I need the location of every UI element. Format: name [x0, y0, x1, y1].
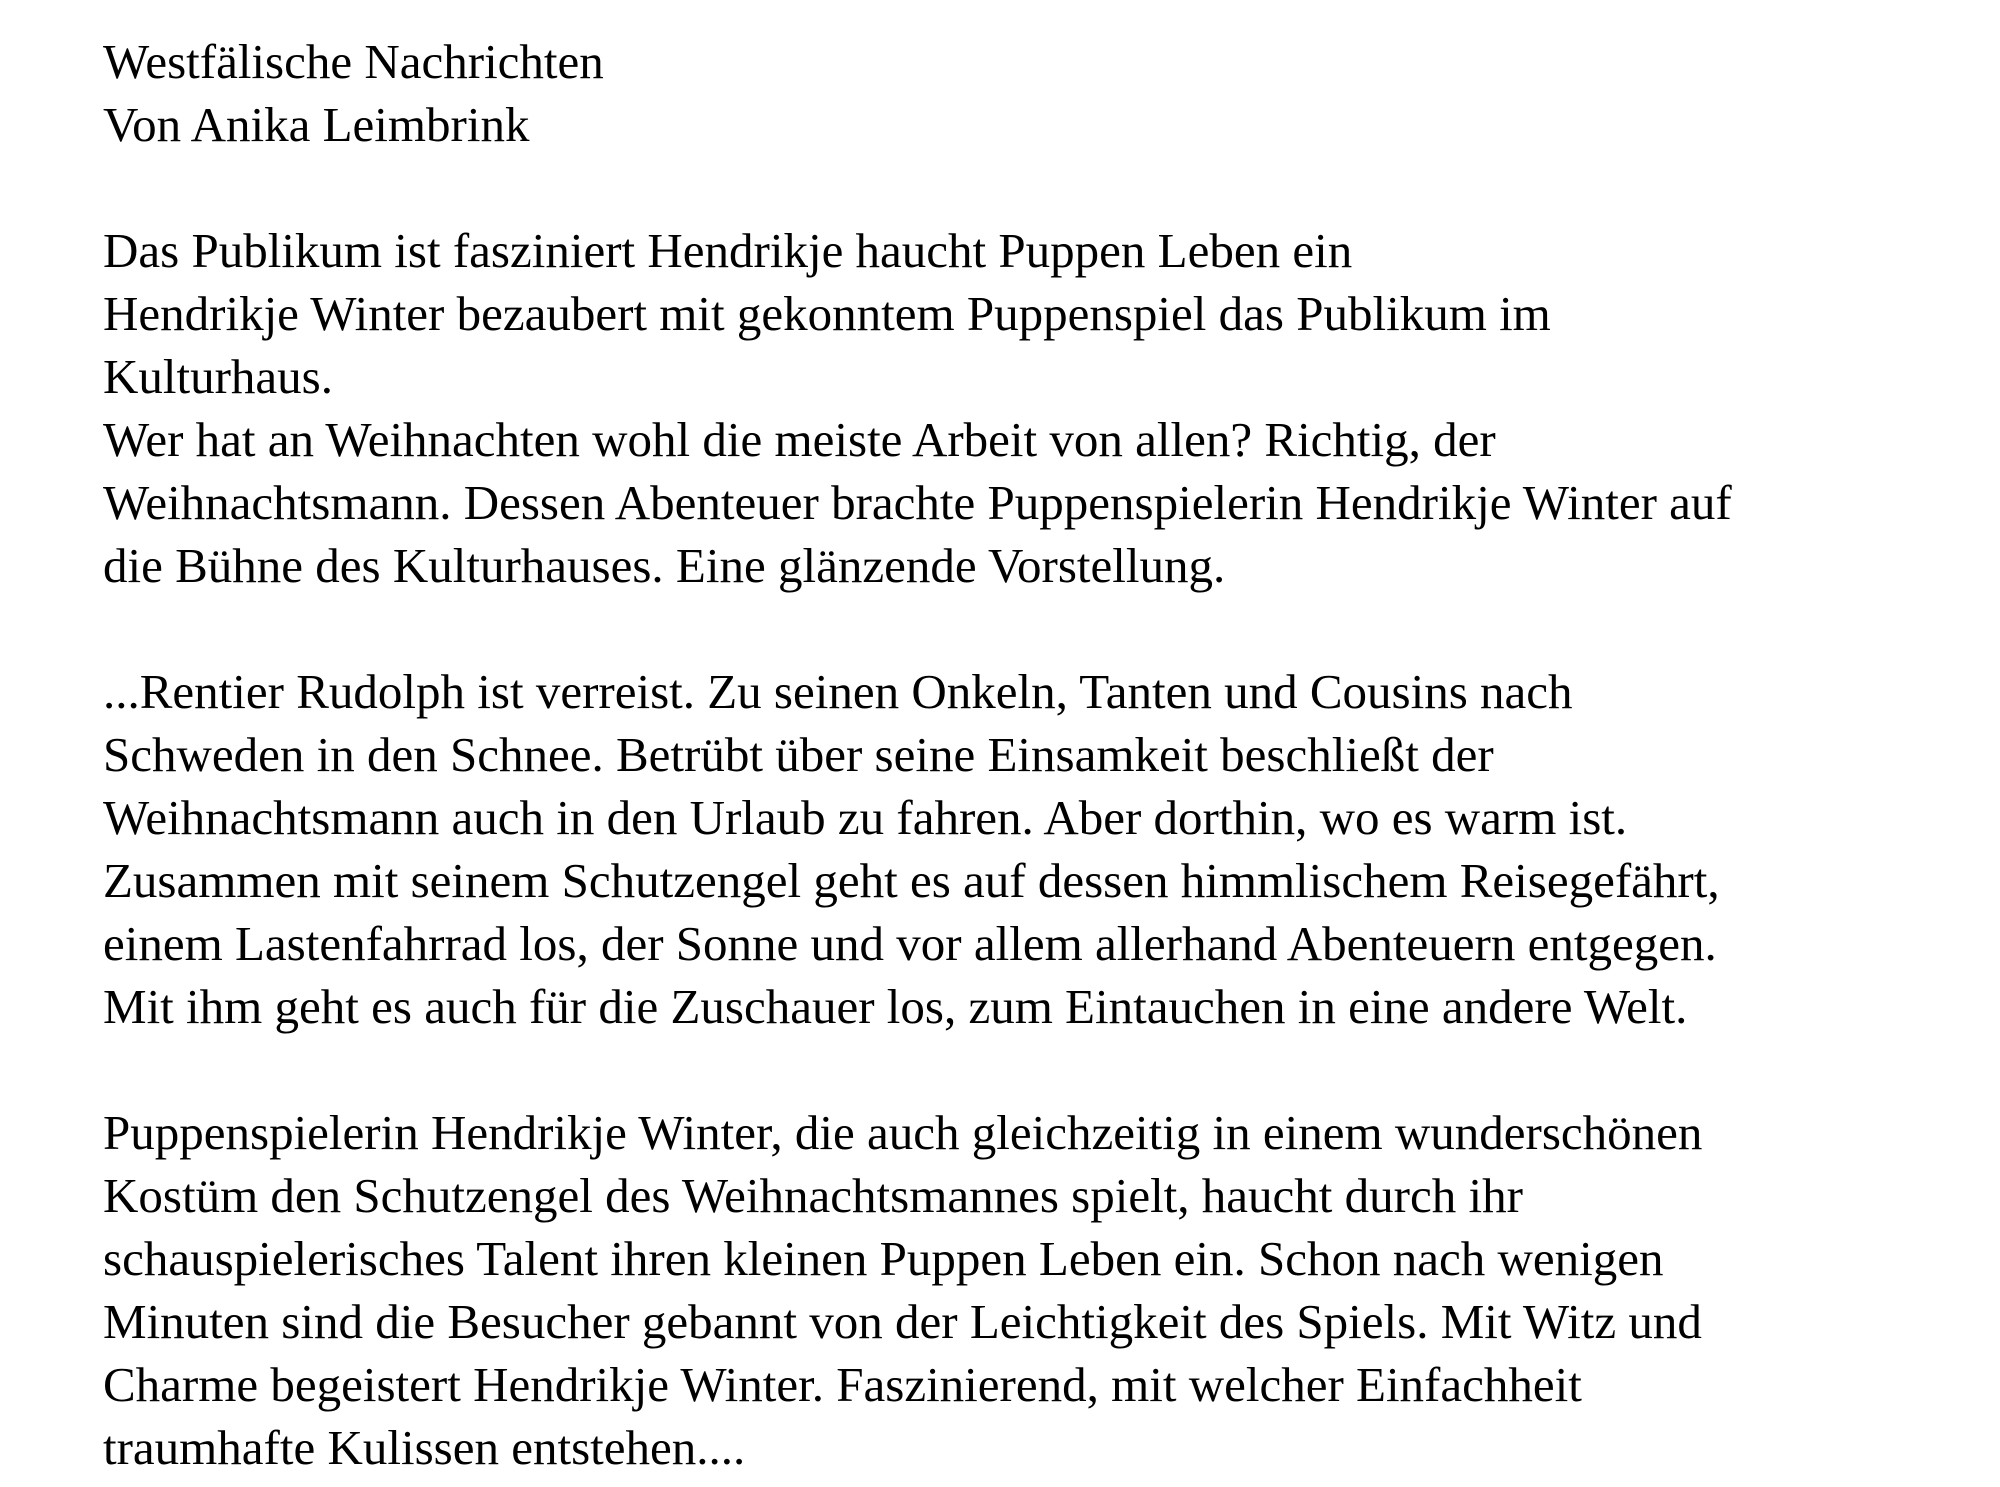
intro-line: die Bühne des Kulturhauses. Eine glänzende Vorstellung. — [103, 538, 1226, 593]
body-line: Schweden in den Schnee. Betrübt über seine Einsamkeit beschließt der — [103, 727, 1494, 782]
body-line: Zusammen mit seinem Schutzengel geht es auf dessen himmlischem Reisegefährt, — [103, 853, 1720, 908]
lead-line: Hendrikje Winter bezaubert mit gekonntem Puppenspiel das Publikum im — [103, 286, 1551, 341]
article-headline: Das Publikum ist fasziniert Hendrikje haucht Puppen Leben ein — [103, 223, 1353, 278]
intro-line: Weihnachtsmann. Dessen Abenteuer brachte Puppenspielerin Hendrikje Winter auf — [103, 475, 1732, 530]
intro-line: Wer hat an Weihnachten wohl die meiste Arbeit von allen? Richtig, der — [103, 412, 1496, 467]
lead-line: Kulturhaus. — [103, 349, 333, 404]
body-line: Kostüm den Schutzengel des Weihnachtsmannes spielt, haucht durch ihr — [103, 1168, 1523, 1223]
author-byline: Von Anika Leimbrink — [103, 97, 530, 152]
body-line: traumhafte Kulissen entstehen.... — [103, 1420, 746, 1475]
body-line: einem Lastenfahrrad los, der Sonne und vor allem allerhand Abenteuern entgegen. — [103, 916, 1717, 971]
paragraph-gap — [103, 1038, 1983, 1101]
body-line: Charme begeistert Hendrikje Winter. Faszinierend, mit welcher Einfachheit — [103, 1357, 1582, 1412]
body-line: Puppenspielerin Hendrikje Winter, die auch gleichzeitig in einem wunderschönen — [103, 1105, 1703, 1160]
body-line: ...Rentier Rudolph ist verreist. Zu seinen Onkeln, Tanten und Cousins nach — [103, 664, 1573, 719]
body-line: Mit ihm geht es auch für die Zuschauer los, zum Eintauchen in eine andere Welt. — [103, 979, 1688, 1034]
publication-name: Westfälische Nachrichten — [103, 34, 604, 89]
body-line: Minuten sind die Besucher gebannt von der Leichtigkeit des Spiels. Mit Witz und — [103, 1294, 1702, 1349]
document-page — [103, 30, 1983, 1479]
paragraph-gap — [103, 156, 1983, 219]
paragraph-gap — [103, 597, 1983, 660]
body-line: schauspielerisches Talent ihren kleinen Puppen Leben ein. Schon nach wenigen — [103, 1231, 1664, 1286]
body-line: Weihnachtsmann auch in den Urlaub zu fahren. Aber dorthin, wo es warm ist. — [103, 790, 1628, 845]
